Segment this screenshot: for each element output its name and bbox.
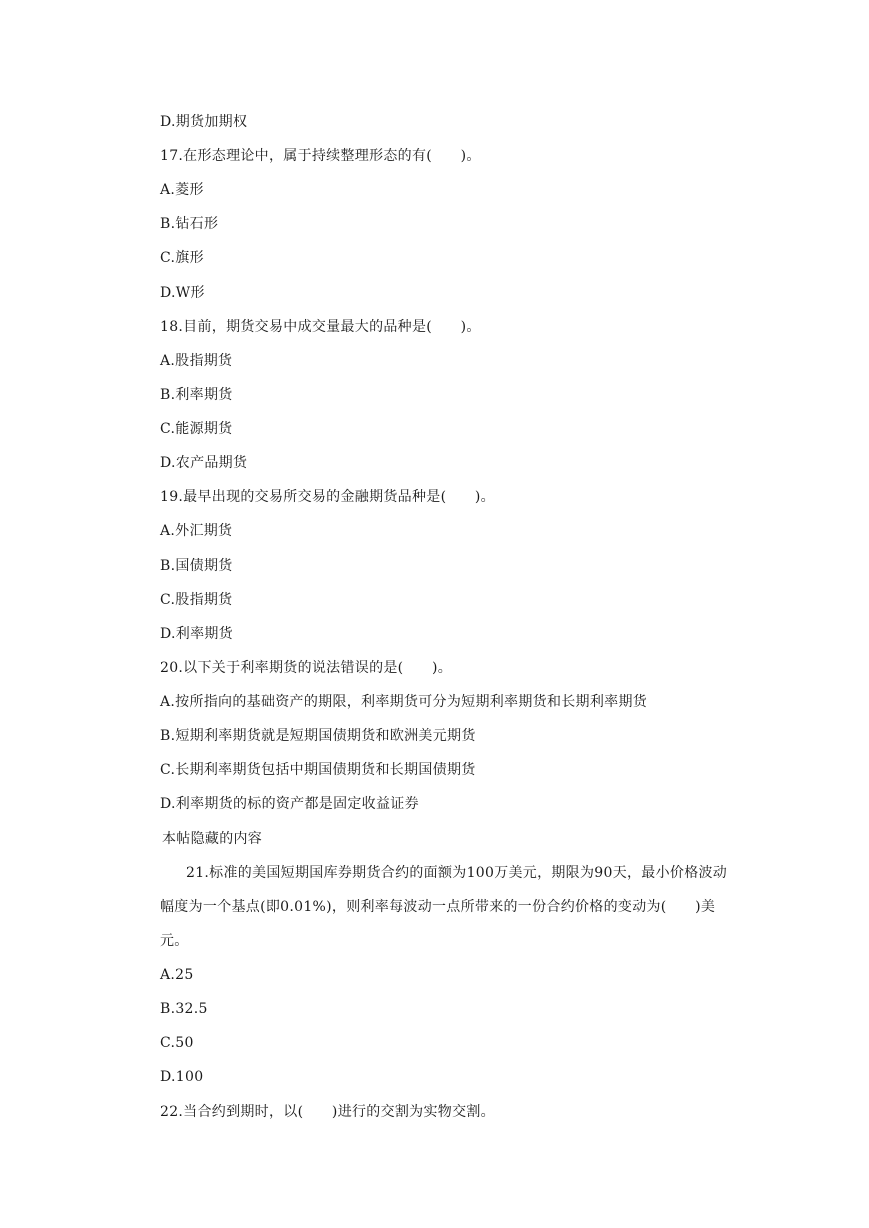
option-d-q21: D.100	[160, 1069, 204, 1085]
question-19: 19.最早出现的交易所交易的金融期货品种是( )。	[160, 489, 495, 505]
option-c-q21: C.50	[160, 1035, 194, 1051]
option-a-q17: A.菱形	[160, 182, 204, 198]
question-21-line-1: 21.标准的美国短期国库券期货合约的面额为100万美元，期限为90天，最小价格波动	[186, 865, 728, 881]
option-a-q20: A.按所指向的基础资产的期限，利率期货可分为短期利率期货和长期利率期货	[160, 694, 648, 710]
option-d-q20: D.利率期货的标的资产都是固定收益证券	[160, 796, 419, 812]
option-a-q18: A.股指期货	[160, 353, 233, 369]
hidden-content-note: 本帖隐藏的内容	[162, 831, 263, 847]
option-b-q19: B.国债期货	[160, 558, 233, 574]
option-c-q19: C.股指期货	[160, 592, 233, 608]
option-a-q21: A.25	[160, 967, 194, 983]
question-21-line-3: 元。	[160, 933, 189, 949]
option-d-q18: D.农产品期货	[160, 455, 248, 471]
option-d-q17: D.W形	[160, 285, 205, 301]
option-c-q20: C.长期利率期货包括中期国债期货和长期国债期货	[160, 762, 476, 778]
question-17: 17.在形态理论中，属于持续整理形态的有( )。	[160, 148, 481, 164]
option-c-q17: C.旗形	[160, 250, 204, 266]
option-d-q19: D.利率期货	[160, 626, 233, 642]
question-18: 18.目前，期货交易中成交量最大的品种是( )。	[160, 319, 481, 335]
question-20: 20.以下关于利率期货的说法错误的是( )。	[160, 660, 453, 676]
option-b-q17: B.钻石形	[160, 216, 219, 232]
option-b-q20: B.短期利率期货就是短期国债期货和欧洲美元期货	[160, 728, 476, 744]
option-a-q19: A.外汇期货	[160, 523, 233, 539]
option-b-q21: B.32.5	[160, 1001, 208, 1017]
question-21-line-2: 幅度为一个基点(即0.01%)，则利率每波动一点所带来的一份合约价格的变动为( )美	[160, 899, 716, 915]
question-22: 22.当合约到期时，以( )进行的交割为实物交割。	[160, 1104, 495, 1120]
option-b-q18: B.利率期货	[160, 387, 233, 403]
option-d-q16: D.期货加期权	[160, 114, 248, 130]
option-c-q18: C.能源期货	[160, 421, 233, 437]
